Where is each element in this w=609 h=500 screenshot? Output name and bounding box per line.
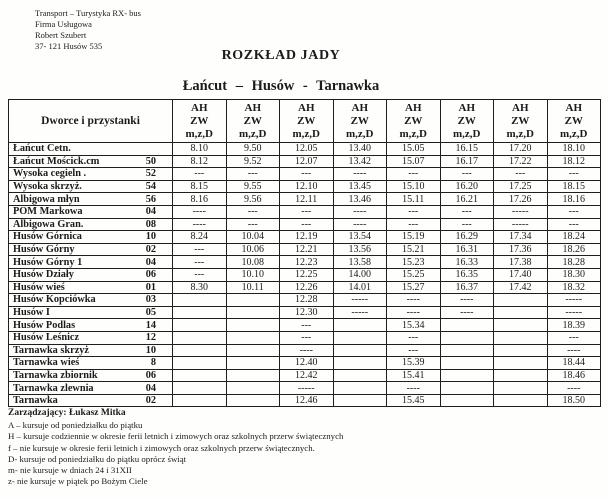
time-cell bbox=[494, 357, 548, 370]
time-column-header: AH ZW m,z,D bbox=[280, 100, 334, 143]
time-cell: ---- bbox=[547, 344, 601, 357]
time-cell: 17.25 bbox=[494, 180, 548, 193]
time-cell: 16.15 bbox=[440, 143, 494, 156]
time-cell bbox=[173, 319, 227, 332]
time-cell bbox=[173, 306, 227, 319]
time-cell: ----- bbox=[547, 306, 601, 319]
time-cell: 16.17 bbox=[440, 155, 494, 168]
time-cell bbox=[494, 331, 548, 344]
time-cell: 12.46 bbox=[280, 394, 334, 407]
time-cell: 16.37 bbox=[440, 281, 494, 294]
table-row bbox=[9, 155, 601, 168]
time-cell bbox=[333, 344, 387, 357]
stop-name: Husów Działy bbox=[13, 269, 74, 281]
table-row bbox=[9, 268, 601, 281]
timetable-header-row bbox=[9, 100, 601, 143]
time-cell: 17.22 bbox=[494, 155, 548, 168]
time-cell: --- bbox=[387, 168, 441, 181]
time-cell: --- bbox=[387, 205, 441, 218]
time-cell: 15.23 bbox=[387, 256, 441, 269]
time-cell: 10.10 bbox=[226, 268, 280, 281]
stop-name: Wysoka skrzyż. bbox=[13, 181, 82, 193]
company-address-block bbox=[35, 8, 141, 52]
time-cell: 13.46 bbox=[333, 193, 387, 206]
time-cell: 17.20 bbox=[494, 143, 548, 156]
timetable-body bbox=[9, 143, 601, 407]
stop-name: Albigowa Gran. bbox=[13, 218, 84, 230]
time-cell: 17.40 bbox=[494, 268, 548, 281]
time-cell: --- bbox=[173, 168, 227, 181]
time-cell: --- bbox=[387, 218, 441, 231]
table-row bbox=[9, 168, 601, 181]
stop-cell bbox=[9, 193, 173, 206]
time-cell bbox=[173, 357, 227, 370]
timetable bbox=[8, 99, 601, 407]
time-cell: 9.52 bbox=[226, 155, 280, 168]
stop-cell bbox=[9, 168, 173, 181]
table-row bbox=[9, 306, 601, 319]
time-cell bbox=[494, 382, 548, 395]
time-cell bbox=[226, 319, 280, 332]
time-cell: 9.55 bbox=[226, 180, 280, 193]
time-cell: 15.10 bbox=[387, 180, 441, 193]
time-cell bbox=[333, 319, 387, 332]
time-cell: ---- bbox=[333, 205, 387, 218]
time-cell: ----- bbox=[547, 294, 601, 307]
time-cell: ----- bbox=[494, 205, 548, 218]
stop-name: Husów wieś bbox=[13, 281, 65, 293]
time-cell: 17.34 bbox=[494, 231, 548, 244]
stop-name: Łańcut Cetn. bbox=[13, 143, 71, 155]
stop-cell bbox=[9, 344, 173, 357]
time-cell bbox=[494, 394, 548, 407]
time-cell: 13.40 bbox=[333, 143, 387, 156]
stop-name: Husów Leśnicz bbox=[13, 332, 80, 344]
time-cell bbox=[333, 331, 387, 344]
stop-code: 08 bbox=[145, 218, 156, 230]
time-cell: ---- bbox=[387, 294, 441, 307]
stop-cell bbox=[9, 243, 173, 256]
legend-line-A: A – kursuje od poniedziałku do piątku bbox=[8, 420, 143, 430]
time-cell bbox=[173, 331, 227, 344]
time-cell: ---- bbox=[333, 168, 387, 181]
time-cell bbox=[440, 394, 494, 407]
time-cell: --- bbox=[173, 256, 227, 269]
stop-name: Husów Podlas bbox=[13, 319, 76, 331]
stop-name: Tarnawka zlewnia bbox=[13, 382, 94, 394]
stop-name: Tarnawka zbiornik bbox=[13, 369, 98, 381]
time-cell: 18.28 bbox=[547, 256, 601, 269]
stop-code: 10 bbox=[145, 231, 156, 243]
table-row bbox=[9, 294, 601, 307]
time-cell: --- bbox=[494, 168, 548, 181]
legend-line-H: H – kursuje codziennie w okresie ferii letnich i zimowych oraz szkolnych przerw świątecznych bbox=[8, 431, 344, 442]
time-cell: 18.15 bbox=[547, 180, 601, 193]
table-row bbox=[9, 357, 601, 370]
stop-cell bbox=[9, 180, 173, 193]
stop-code: 06 bbox=[145, 369, 156, 381]
time-cell: 17.26 bbox=[494, 193, 548, 206]
time-column-header: AH ZW m,z,D bbox=[494, 100, 548, 143]
table-row bbox=[9, 382, 601, 395]
time-cell: 12.25 bbox=[280, 268, 334, 281]
time-cell: 9.56 bbox=[226, 193, 280, 206]
time-cell: 15.19 bbox=[387, 231, 441, 244]
time-cell: 16.31 bbox=[440, 243, 494, 256]
time-cell: 12.07 bbox=[280, 155, 334, 168]
table-row bbox=[9, 344, 601, 357]
table-row bbox=[9, 193, 601, 206]
time-cell: 18.39 bbox=[547, 319, 601, 332]
time-column-header: AH ZW m,z,D bbox=[333, 100, 387, 143]
time-cell: 15.45 bbox=[387, 394, 441, 407]
time-cell bbox=[333, 357, 387, 370]
time-cell: --- bbox=[226, 205, 280, 218]
time-cell bbox=[226, 294, 280, 307]
time-cell bbox=[226, 394, 280, 407]
time-cell: 15.41 bbox=[387, 369, 441, 382]
time-cell: --- bbox=[173, 243, 227, 256]
time-cell: ----- bbox=[333, 306, 387, 319]
legend-line-z: z- nie kursuje w piątek po Bożym Ciele bbox=[8, 476, 148, 487]
manager-line: Zarządzający: Łukasz Mitka bbox=[8, 408, 126, 418]
time-cell: 18.44 bbox=[547, 357, 601, 370]
stop-cell bbox=[9, 319, 173, 332]
time-cell: 12.30 bbox=[280, 306, 334, 319]
stop-name: Husów I bbox=[13, 307, 50, 319]
time-cell: 9.50 bbox=[226, 143, 280, 156]
time-cell: 10.04 bbox=[226, 231, 280, 244]
time-cell bbox=[440, 382, 494, 395]
time-cell bbox=[226, 331, 280, 344]
time-cell: --- bbox=[387, 331, 441, 344]
stop-code: 03 bbox=[145, 294, 156, 306]
table-row bbox=[9, 231, 601, 244]
time-cell bbox=[494, 344, 548, 357]
table-row bbox=[9, 394, 601, 407]
time-cell: --- bbox=[280, 168, 334, 181]
stop-cell bbox=[9, 143, 173, 156]
stop-name: Tarnawka wieś bbox=[13, 357, 80, 369]
stop-code: 56 bbox=[145, 193, 156, 205]
stop-cell bbox=[9, 218, 173, 231]
time-column-header: AH ZW m,z,D bbox=[547, 100, 601, 143]
company-line-1: Transport – Turystyka RX- bus bbox=[35, 8, 141, 18]
time-cell: 15.11 bbox=[387, 193, 441, 206]
company-line-4: 37- 121 Husów 535 bbox=[35, 41, 103, 51]
stop-name: Łańcut Mościck.cm bbox=[13, 155, 100, 167]
time-cell: ---- bbox=[333, 218, 387, 231]
time-cell: 14.00 bbox=[333, 268, 387, 281]
time-cell: 18.26 bbox=[547, 243, 601, 256]
time-cell: 12.23 bbox=[280, 256, 334, 269]
table-row bbox=[9, 143, 601, 156]
time-cell: ----- bbox=[280, 382, 334, 395]
time-column-header: AH ZW m,z,D bbox=[440, 100, 494, 143]
time-cell: ---- bbox=[173, 205, 227, 218]
stop-code: 14 bbox=[145, 319, 156, 331]
time-cell: 16.29 bbox=[440, 231, 494, 244]
stop-cell bbox=[9, 331, 173, 344]
time-cell: --- bbox=[440, 205, 494, 218]
time-cell: 10.11 bbox=[226, 281, 280, 294]
time-cell: 12.19 bbox=[280, 231, 334, 244]
time-cell bbox=[173, 369, 227, 382]
time-cell bbox=[173, 382, 227, 395]
time-cell: --- bbox=[387, 344, 441, 357]
stop-cell bbox=[9, 155, 173, 168]
time-cell: 18.10 bbox=[547, 143, 601, 156]
time-cell: ---- bbox=[440, 306, 494, 319]
time-cell: 16.21 bbox=[440, 193, 494, 206]
time-cell: 16.35 bbox=[440, 268, 494, 281]
stop-cell bbox=[9, 306, 173, 319]
time-cell: 12.10 bbox=[280, 180, 334, 193]
route-title: Łańcut – Husów - Tarnawka bbox=[182, 78, 380, 94]
time-column-header: AH ZW m,z,D bbox=[226, 100, 280, 143]
time-cell: 12.42 bbox=[280, 369, 334, 382]
time-cell: 18.50 bbox=[547, 394, 601, 407]
stop-code: 04 bbox=[145, 256, 156, 268]
stop-code: 54 bbox=[145, 181, 156, 193]
time-cell: 12.26 bbox=[280, 281, 334, 294]
time-cell bbox=[226, 344, 280, 357]
page-title: ROZKŁAD JADY bbox=[221, 48, 341, 63]
time-cell: 13.45 bbox=[333, 180, 387, 193]
time-cell: ---- bbox=[280, 344, 334, 357]
time-cell bbox=[173, 344, 227, 357]
time-cell: 12.40 bbox=[280, 357, 334, 370]
time-cell: 15.05 bbox=[387, 143, 441, 156]
time-cell bbox=[494, 294, 548, 307]
time-cell: --- bbox=[280, 205, 334, 218]
time-cell: 17.38 bbox=[494, 256, 548, 269]
time-cell: 18.16 bbox=[547, 193, 601, 206]
time-cell: --- bbox=[440, 218, 494, 231]
stop-cell bbox=[9, 268, 173, 281]
table-row bbox=[9, 180, 601, 193]
time-cell: --- bbox=[280, 319, 334, 332]
time-column-header: AH ZW m,z,D bbox=[173, 100, 227, 143]
time-cell: --- bbox=[547, 168, 601, 181]
stop-code: 12 bbox=[145, 332, 156, 344]
time-cell: ----- bbox=[494, 218, 548, 231]
time-cell: 8.16 bbox=[173, 193, 227, 206]
time-cell: 18.30 bbox=[547, 268, 601, 281]
time-cell: --- bbox=[173, 268, 227, 281]
legend-line-D: D- kursuje od poniedziałku do piątku oprócz świąt bbox=[8, 453, 187, 464]
stop-name: Husów Górnica bbox=[13, 231, 82, 243]
time-cell: 13.56 bbox=[333, 243, 387, 256]
stop-name: Husów Górny 1 bbox=[13, 256, 83, 268]
time-cell: ---- bbox=[173, 218, 227, 231]
time-cell: --- bbox=[547, 218, 601, 231]
time-cell bbox=[333, 382, 387, 395]
company-line-2: Firma Usługowa bbox=[35, 19, 92, 29]
stop-code: 05 bbox=[145, 307, 156, 319]
time-cell: 12.28 bbox=[280, 294, 334, 307]
time-cell: 12.11 bbox=[280, 193, 334, 206]
time-cell bbox=[494, 306, 548, 319]
stop-cell bbox=[9, 231, 173, 244]
table-row bbox=[9, 281, 601, 294]
stop-name: POM Markowa bbox=[13, 206, 83, 218]
time-cell: 15.25 bbox=[387, 268, 441, 281]
stop-code: 52 bbox=[145, 168, 156, 180]
time-cell: --- bbox=[547, 331, 601, 344]
stop-name: Albigowa młyn bbox=[13, 193, 80, 205]
time-cell: 18.32 bbox=[547, 281, 601, 294]
stop-cell bbox=[9, 357, 173, 370]
stop-code: 04 bbox=[145, 382, 156, 394]
time-cell: 16.20 bbox=[440, 180, 494, 193]
time-cell: --- bbox=[280, 218, 334, 231]
time-cell: --- bbox=[547, 205, 601, 218]
stop-cell bbox=[9, 294, 173, 307]
table-row bbox=[9, 243, 601, 256]
time-cell bbox=[440, 369, 494, 382]
legend-line-m: m- nie kursuje w dniach 24 i 31XII bbox=[8, 465, 132, 476]
time-cell: 13.54 bbox=[333, 231, 387, 244]
time-cell: ---- bbox=[387, 382, 441, 395]
time-cell: 8.30 bbox=[173, 281, 227, 294]
time-cell bbox=[226, 382, 280, 395]
time-cell: --- bbox=[226, 168, 280, 181]
time-cell: 18.24 bbox=[547, 231, 601, 244]
table-row bbox=[9, 205, 601, 218]
time-cell: 15.34 bbox=[387, 319, 441, 332]
stops-column-header: Dworce i przystanki bbox=[9, 100, 173, 143]
table-row bbox=[9, 319, 601, 332]
stop-cell bbox=[9, 369, 173, 382]
legend-block bbox=[8, 420, 343, 488]
stop-code: 02 bbox=[145, 395, 156, 407]
stop-code: 8 bbox=[150, 357, 156, 369]
stop-cell bbox=[9, 281, 173, 294]
company-line-3: Robert Szubert bbox=[35, 30, 87, 40]
time-cell: --- bbox=[226, 218, 280, 231]
time-cell: 8.10 bbox=[173, 143, 227, 156]
time-cell: 15.27 bbox=[387, 281, 441, 294]
time-cell bbox=[440, 357, 494, 370]
time-cell bbox=[226, 306, 280, 319]
time-cell: 18.12 bbox=[547, 155, 601, 168]
time-cell bbox=[440, 331, 494, 344]
time-cell: 13.42 bbox=[333, 155, 387, 168]
time-cell: --- bbox=[280, 331, 334, 344]
time-cell bbox=[494, 369, 548, 382]
stop-name: Husów Kopciówka bbox=[13, 294, 96, 306]
time-cell: 18.46 bbox=[547, 369, 601, 382]
time-cell: 12.21 bbox=[280, 243, 334, 256]
stop-name: Tarnawka skrzyż bbox=[13, 344, 89, 356]
time-cell: 12.05 bbox=[280, 143, 334, 156]
stop-code: 10 bbox=[145, 344, 156, 356]
table-row bbox=[9, 256, 601, 269]
time-cell: 17.36 bbox=[494, 243, 548, 256]
stop-code: 50 bbox=[145, 155, 156, 167]
time-cell: 8.24 bbox=[173, 231, 227, 244]
time-cell bbox=[440, 319, 494, 332]
time-cell bbox=[226, 357, 280, 370]
stop-name: Wysoka cegieln . bbox=[13, 168, 87, 180]
time-column-header: AH ZW m,z,D bbox=[387, 100, 441, 143]
table-row bbox=[9, 218, 601, 231]
stop-name: Tarnawka bbox=[13, 395, 58, 407]
stop-code: 06 bbox=[145, 269, 156, 281]
stop-code: 01 bbox=[145, 281, 156, 293]
time-cell: 14.01 bbox=[333, 281, 387, 294]
stop-cell bbox=[9, 382, 173, 395]
time-cell: 10.06 bbox=[226, 243, 280, 256]
time-cell: ---- bbox=[547, 382, 601, 395]
time-cell: 10.08 bbox=[226, 256, 280, 269]
time-cell bbox=[173, 394, 227, 407]
stop-name: Husów Górny bbox=[13, 244, 75, 256]
table-row bbox=[9, 369, 601, 382]
time-cell bbox=[494, 319, 548, 332]
stop-cell bbox=[9, 394, 173, 407]
time-cell: 13.58 bbox=[333, 256, 387, 269]
time-cell: ----- bbox=[333, 294, 387, 307]
stop-cell bbox=[9, 205, 173, 218]
time-cell: 15.21 bbox=[387, 243, 441, 256]
time-cell bbox=[333, 394, 387, 407]
time-cell: 16.33 bbox=[440, 256, 494, 269]
stop-cell bbox=[9, 256, 173, 269]
time-cell: 15.07 bbox=[387, 155, 441, 168]
stop-code: 04 bbox=[145, 206, 156, 218]
time-cell: ---- bbox=[440, 294, 494, 307]
time-cell: 15.39 bbox=[387, 357, 441, 370]
time-cell bbox=[440, 344, 494, 357]
time-cell: 8.15 bbox=[173, 180, 227, 193]
legend-line-f: f – nie kursuje w okresie ferii letnich i zimowych oraz szkolnych przerw świątecznych. bbox=[8, 442, 315, 453]
time-cell bbox=[226, 369, 280, 382]
time-cell: 8.12 bbox=[173, 155, 227, 168]
time-cell: --- bbox=[440, 168, 494, 181]
table-row bbox=[9, 331, 601, 344]
time-cell bbox=[173, 294, 227, 307]
time-cell: 17.42 bbox=[494, 281, 548, 294]
stop-code: 02 bbox=[145, 244, 156, 256]
time-cell: ---- bbox=[387, 306, 441, 319]
time-cell bbox=[333, 369, 387, 382]
